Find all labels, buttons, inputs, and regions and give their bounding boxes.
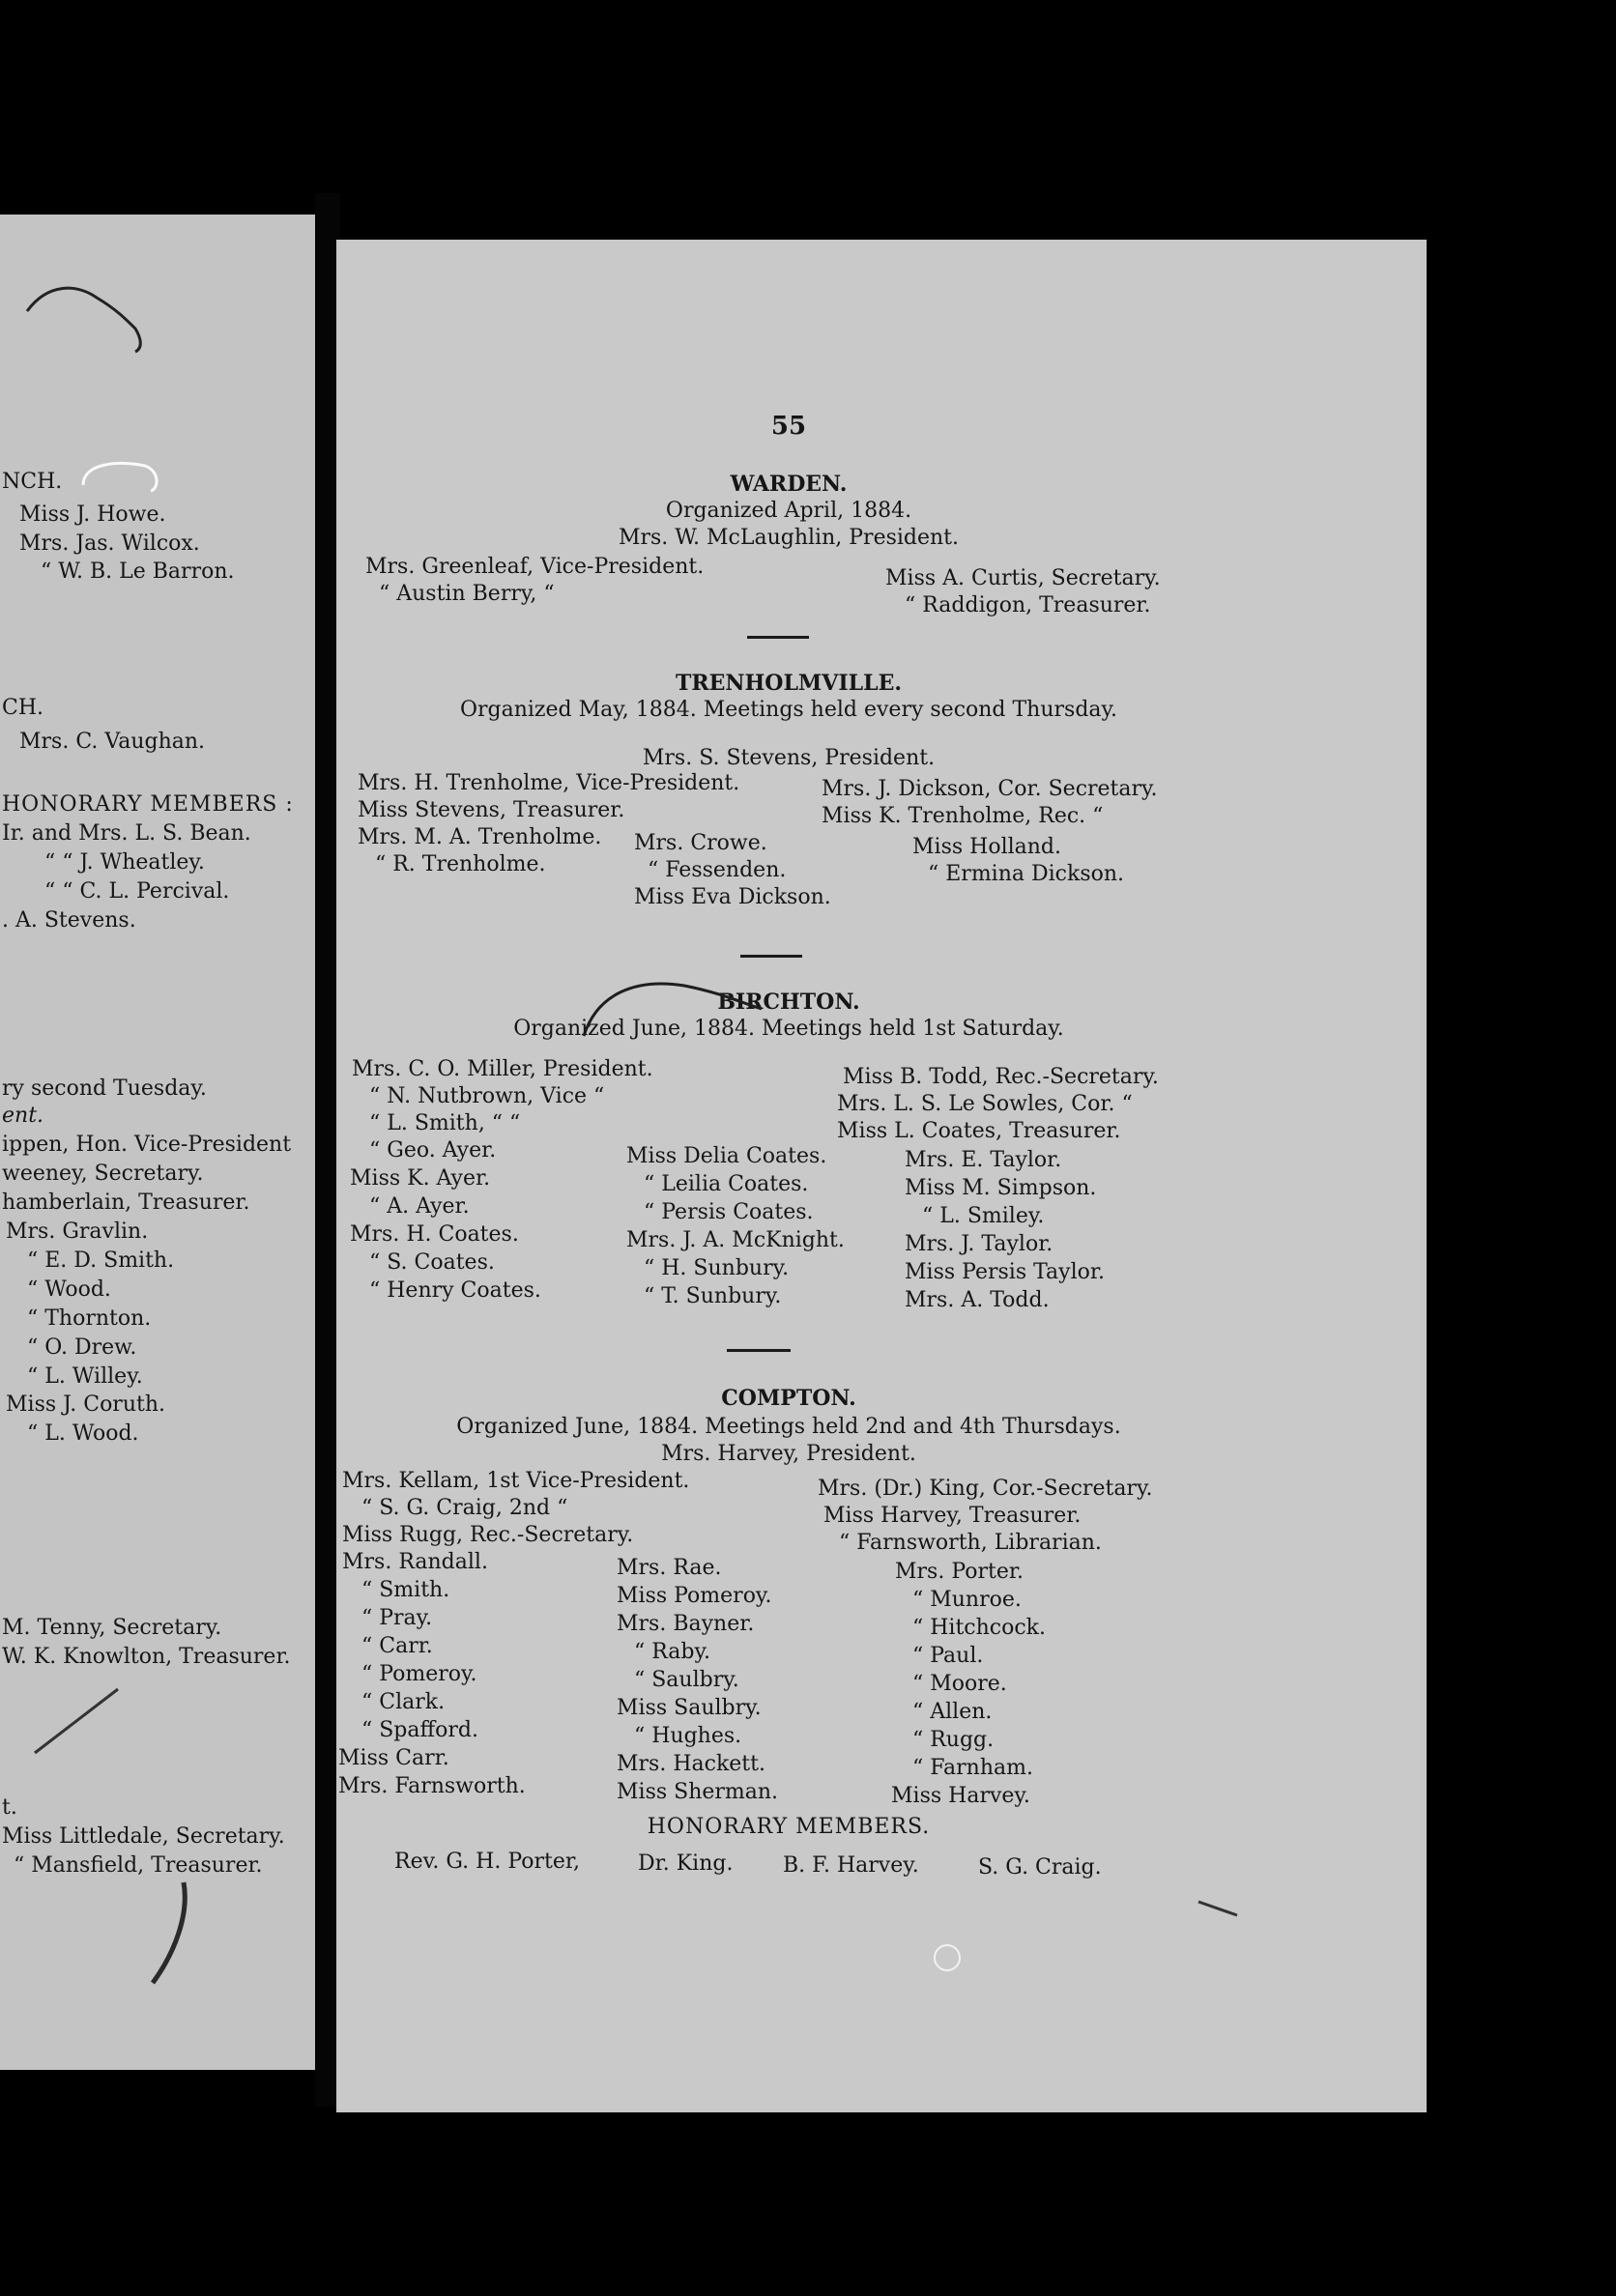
warden-title: WARDEN. bbox=[730, 472, 848, 497]
birchton-col3-5: Mrs. A. Todd. bbox=[905, 1288, 1050, 1312]
compton-col2-8: Miss Sherman. bbox=[617, 1780, 779, 1804]
left-page bbox=[0, 215, 321, 2070]
trenholmville-title: TRENHOLMVILLE. bbox=[675, 671, 903, 696]
compton-col3-8: Miss Harvey. bbox=[891, 1784, 1030, 1808]
birchton-col1-4: “ S. Coates. bbox=[369, 1250, 495, 1275]
warden-president: Mrs. W. McLaughlin, President. bbox=[618, 526, 960, 550]
warden-col1-0: Mrs. Greenleaf, Vice-President. bbox=[365, 555, 705, 579]
birchton-col2-2: “ Persis Coates. bbox=[644, 1200, 814, 1224]
birchton-col1-0: “ Geo. Ayer. bbox=[369, 1138, 497, 1162]
compton-col2-6: “ Hughes. bbox=[634, 1724, 742, 1748]
left-line-27: Miss Littledale, Secretary. bbox=[2, 1824, 285, 1849]
birchton-col1-3: Mrs. H. Coates. bbox=[350, 1222, 519, 1247]
trenholmville-organized: Organized May, 1884. Meetings held every second Thursday. bbox=[459, 698, 1118, 722]
left-line-24: M. Tenny, Secretary. bbox=[2, 1616, 222, 1640]
birchton-title: BIRCHTON. bbox=[717, 990, 860, 1015]
birchton-col3-0: Mrs. E. Taylor. bbox=[905, 1148, 1062, 1172]
compton-officer-right-0: Mrs. (Dr.) King, Cor.-Secretary. bbox=[818, 1477, 1153, 1501]
birchton-officer-left-1: “ N. Nutbrown, Vice “ bbox=[369, 1084, 605, 1108]
left-line-16: Mrs. Gravlin. bbox=[6, 1220, 149, 1244]
compton-col2-2: Mrs. Bayner. bbox=[617, 1612, 755, 1636]
left-line-8: “ “ J. Wheatley. bbox=[44, 850, 205, 875]
highlight-mark-icon bbox=[77, 456, 164, 504]
trenholmville-officer-left-1: Miss Stevens, Treasurer. bbox=[358, 798, 625, 822]
ink-slash-icon bbox=[29, 1683, 126, 1761]
left-line-11: ry second Tuesday. bbox=[2, 1076, 207, 1101]
left-line-15: hamberlain, Treasurer. bbox=[2, 1191, 250, 1215]
compton-col3-3: “ Paul. bbox=[912, 1644, 984, 1668]
trenholmville-col2-2: Miss Eva Dickson. bbox=[634, 885, 831, 909]
left-line-3: “ W. B. Le Barron. bbox=[41, 560, 235, 584]
compton-col2-7: Mrs. Hackett. bbox=[617, 1752, 765, 1776]
birchton-col1-5: “ Henry Coates. bbox=[369, 1278, 541, 1303]
left-line-25: W. K. Knowlton, Treasurer. bbox=[2, 1645, 291, 1669]
paper-hole-icon bbox=[930, 1940, 965, 1975]
left-line-17: “ E. D. Smith. bbox=[27, 1248, 175, 1273]
left-line-2: Mrs. Jas. Wilcox. bbox=[19, 531, 200, 556]
compton-officer-right-1: Miss Harvey, Treasurer. bbox=[823, 1504, 1082, 1528]
birchton-officer-right-0: Miss B. Todd, Rec.-Secretary. bbox=[843, 1065, 1159, 1089]
birchton-col2-0: Miss Delia Coates. bbox=[626, 1144, 827, 1168]
trenholmville-col1-1: “ R. Trenholme. bbox=[375, 852, 546, 876]
divider bbox=[740, 955, 802, 958]
warden-organized: Organized April, 1884. bbox=[665, 499, 912, 523]
birchton-officer-left-0: Mrs. C. O. Miller, President. bbox=[352, 1057, 653, 1081]
left-line-21: “ L. Willey. bbox=[27, 1364, 143, 1389]
trenholmville-col2-1: “ Fessenden. bbox=[648, 858, 787, 882]
birchton-col3-1: Miss M. Simpson. bbox=[905, 1176, 1097, 1200]
compton-col3-2: “ Hitchcock. bbox=[912, 1616, 1047, 1640]
birchton-col2-1: “ Leilia Coates. bbox=[644, 1172, 809, 1196]
compton-col1-0: Mrs. Randall. bbox=[342, 1550, 488, 1574]
birchton-col1-1: Miss K. Ayer. bbox=[350, 1166, 491, 1191]
compton-col1-2: “ Pray. bbox=[361, 1606, 433, 1630]
compton-col1-6: “ Spafford. bbox=[361, 1718, 478, 1742]
trenholmville-col3-1: “ Ermina Dickson. bbox=[928, 862, 1125, 886]
compton-col2-5: Miss Saulbry. bbox=[617, 1696, 762, 1720]
trenholmville-officer-right-0: Mrs. J. Dickson, Cor. Secretary. bbox=[822, 777, 1158, 801]
birchton-col2-5: “ T. Sunbury. bbox=[644, 1284, 782, 1308]
trenholmville-president: Mrs. S. Stevens, President. bbox=[642, 746, 936, 770]
birchton-col1-2: “ A. Ayer. bbox=[369, 1194, 470, 1219]
left-line-26: t. bbox=[2, 1795, 17, 1820]
left-line-5: Mrs. C. Vaughan. bbox=[19, 730, 206, 754]
compton-col1-3: “ Carr. bbox=[361, 1634, 433, 1658]
birchton-officer-left-2: “ L. Smith, “ “ bbox=[369, 1111, 521, 1135]
trenholmville-col1-0: Mrs. M. A. Trenholme. bbox=[358, 825, 602, 849]
compton-honorary-heading: HONORARY MEMBERS. bbox=[647, 1815, 931, 1839]
left-line-7: Ir. and Mrs. L. S. Bean. bbox=[2, 821, 251, 846]
compton-organized: Organized June, 1884. Meetings held 2nd and 4th Thursdays. bbox=[456, 1415, 1121, 1439]
divider bbox=[747, 636, 809, 639]
trenholmville-officer-right-1: Miss K. Trenholme, Rec. “ bbox=[822, 804, 1104, 828]
compton-col2-0: Mrs. Rae. bbox=[617, 1556, 722, 1580]
left-line-20: “ O. Drew. bbox=[27, 1335, 137, 1360]
compton-officer-right-2: “ Farnsworth, Librarian. bbox=[839, 1531, 1102, 1555]
compton-honorary-3: S. G. Craig. bbox=[978, 1855, 1102, 1880]
compton-honorary-1: Dr. King. bbox=[638, 1851, 734, 1876]
compton-col3-6: “ Rugg. bbox=[912, 1728, 995, 1752]
compton-col2-1: Miss Pomeroy. bbox=[617, 1584, 772, 1608]
birchton-col2-4: “ H. Sunbury. bbox=[644, 1256, 790, 1280]
page-number: 55 bbox=[770, 412, 807, 441]
compton-officer-left-2: Miss Rugg, Rec.-Secretary. bbox=[342, 1523, 634, 1547]
birchton-officer-right-2: Miss L. Coates, Treasurer. bbox=[837, 1119, 1121, 1143]
warden-col1-1: “ Austin Berry, “ bbox=[379, 582, 555, 606]
birchton-organized: Organized June, 1884. Meetings held 1st Saturday. bbox=[513, 1017, 1064, 1041]
compton-col3-1: “ Munroe. bbox=[912, 1588, 1022, 1612]
warden-col2-1: “ Raddigon, Treasurer. bbox=[905, 593, 1151, 617]
compton-president: Mrs. Harvey, President. bbox=[661, 1442, 916, 1466]
divider bbox=[727, 1349, 791, 1352]
compton-col1-5: “ Clark. bbox=[361, 1690, 446, 1714]
left-line-12: ent. bbox=[2, 1104, 44, 1128]
trenholmville-col3-0: Miss Holland. bbox=[912, 835, 1061, 859]
birchton-col2-3: Mrs. J. A. McKnight. bbox=[626, 1228, 845, 1252]
birchton-col3-4: Miss Persis Taylor. bbox=[905, 1260, 1105, 1284]
warden-col2-0: Miss A. Curtis, Secretary. bbox=[885, 566, 1161, 590]
left-line-9: “ “ C. L. Percival. bbox=[44, 879, 230, 904]
left-line-22: Miss J. Coruth. bbox=[6, 1392, 165, 1417]
compton-honorary-0: Rev. G. H. Porter, bbox=[394, 1850, 580, 1874]
birchton-col3-2: “ L. Smiley. bbox=[922, 1204, 1045, 1228]
ink-scribble-icon bbox=[19, 280, 155, 358]
compton-officer-left-0: Mrs. Kellam, 1st Vice-President. bbox=[342, 1469, 690, 1493]
ink-dash-icon bbox=[1195, 1894, 1243, 1923]
left-line-10: . A. Stevens. bbox=[2, 908, 136, 933]
left-line-18: “ Wood. bbox=[27, 1277, 111, 1302]
compton-col3-7: “ Farnham. bbox=[912, 1756, 1033, 1780]
birchton-col3-3: Mrs. J. Taylor. bbox=[905, 1232, 1053, 1256]
compton-col1-8: Mrs. Farnsworth. bbox=[338, 1774, 526, 1798]
compton-col1-1: “ Smith. bbox=[361, 1578, 450, 1602]
compton-col3-5: “ Allen. bbox=[912, 1700, 993, 1724]
left-line-23: “ L. Wood. bbox=[27, 1421, 139, 1446]
birchton-officer-right-1: Mrs. L. S. Le Sowles, Cor. “ bbox=[837, 1092, 1133, 1116]
left-line-28: “ Mansfield, Treasurer. bbox=[14, 1853, 263, 1878]
left-line-0: NCH. bbox=[2, 470, 63, 494]
left-line-4: CH. bbox=[2, 696, 44, 720]
trenholmville-col2-0: Mrs. Crowe. bbox=[634, 831, 767, 855]
compton-col3-4: “ Moore. bbox=[912, 1672, 1007, 1696]
trenholmville-officer-left-0: Mrs. H. Trenholme, Vice-President. bbox=[358, 771, 740, 795]
ink-smudge-icon bbox=[145, 1877, 203, 1993]
compton-col1-4: “ Pomeroy. bbox=[361, 1662, 477, 1686]
right-page bbox=[336, 240, 1427, 2112]
left-line-1: Miss J. Howe. bbox=[19, 502, 166, 527]
left-line-14: weeney, Secretary. bbox=[2, 1162, 204, 1186]
compton-col3-0: Mrs. Porter. bbox=[895, 1560, 1024, 1584]
compton-col2-4: “ Saulbry. bbox=[634, 1668, 739, 1692]
compton-col1-7: Miss Carr. bbox=[338, 1746, 449, 1770]
compton-honorary-2: B. F. Harvey. bbox=[783, 1853, 919, 1878]
left-line-13: ippen, Hon. Vice-President bbox=[2, 1133, 292, 1157]
left-line-19: “ Thornton. bbox=[27, 1306, 152, 1331]
compton-officer-left-1: “ S. G. Craig, 2nd “ bbox=[361, 1496, 568, 1520]
compton-col2-3: “ Raby. bbox=[634, 1640, 711, 1664]
compton-title: COMPTON. bbox=[721, 1386, 856, 1411]
left-line-6: HONORARY MEMBERS : bbox=[2, 792, 294, 817]
